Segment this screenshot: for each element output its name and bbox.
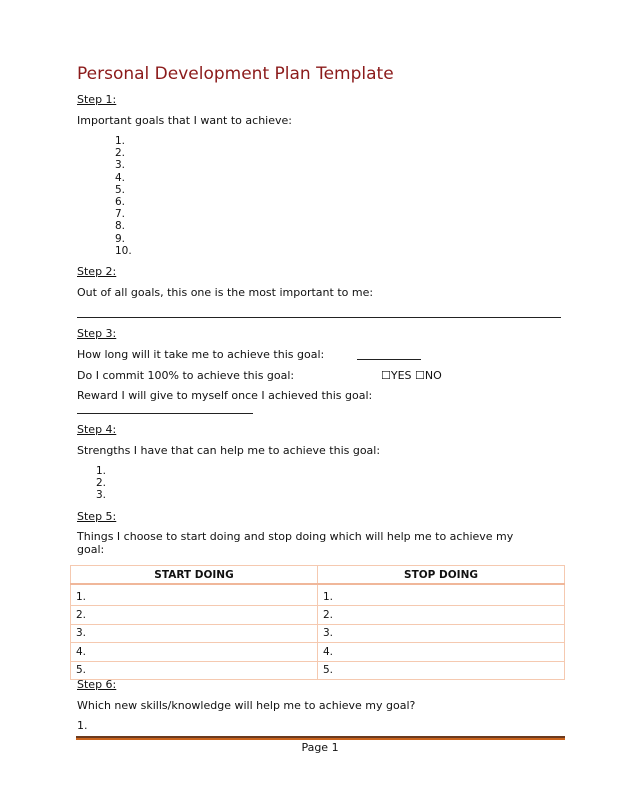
table-cell[interactable]: 2.	[71, 606, 318, 624]
table-row	[71, 661, 565, 679]
step3-question-commit: Do I commit 100% to achieve this goal:	[77, 369, 295, 382]
footer-rule	[76, 736, 565, 740]
table-cell[interactable]: 5.	[71, 661, 318, 679]
step6-prompt: Which new skills/knowledge will help me to achieve my goal?	[77, 699, 416, 712]
yes-checkbox[interactable]: ☐YES	[381, 369, 412, 382]
list-item: 7.	[115, 208, 126, 221]
step3-label: Step 3:	[77, 327, 117, 340]
step5-label: Step 5:	[77, 510, 117, 523]
step1-prompt: Important goals that I want to achieve:	[77, 114, 292, 127]
table-cell[interactable]: 4.	[318, 643, 565, 661]
step1-list	[115, 135, 132, 257]
step2-prompt: Out of all goals, this one is the most important to me:	[77, 286, 374, 299]
commit-options	[381, 369, 442, 382]
list-item: 8.	[115, 220, 126, 233]
page-number: Page 1	[301, 741, 339, 754]
table-cell[interactable]: 2.	[318, 606, 565, 624]
step4-label: Step 4:	[77, 423, 117, 436]
step6-label: Step 6:	[77, 678, 117, 691]
table-row	[71, 643, 565, 661]
start-stop-table	[70, 565, 565, 680]
list-item: 4.	[115, 171, 126, 184]
step5-prompt-line1: Things I choose to start doing and stop doing which will help me to achieve my	[77, 530, 514, 543]
list-item: 3.	[115, 159, 126, 172]
list-item: 2.	[96, 477, 107, 490]
reward-blank[interactable]	[77, 413, 253, 414]
list-item: 1.	[96, 465, 107, 477]
page-title: Personal Development Plan Template	[77, 64, 394, 84]
step3-question-duration: How long will it take me to achieve this goal:	[77, 348, 325, 361]
table-row	[71, 584, 565, 606]
list-item: 5.	[115, 183, 126, 196]
no-checkbox[interactable]: ☐NO	[415, 369, 442, 382]
table-cell[interactable]: 4.	[71, 643, 318, 661]
step4-prompt: Strengths I have that can help me to achieve this goal:	[77, 444, 381, 457]
column-header-stop: STOP DOING	[318, 566, 565, 585]
list-item: 9.	[115, 232, 126, 245]
table-cell[interactable]: 3.	[318, 624, 565, 642]
table-cell[interactable]: 5.	[318, 661, 565, 679]
list-item: 10.	[115, 244, 132, 257]
table-row	[71, 624, 565, 642]
table-cell[interactable]: 3.	[71, 624, 318, 642]
column-header-start: START DOING	[71, 566, 318, 585]
step2-label: Step 2:	[77, 265, 117, 278]
answer-line[interactable]	[77, 317, 561, 318]
list-item: 6.	[115, 196, 126, 209]
table-cell[interactable]: 1.	[71, 584, 318, 606]
table-row	[71, 606, 565, 624]
duration-blank[interactable]	[357, 359, 421, 360]
step4-list	[96, 465, 106, 502]
step6-first-item: 1.	[77, 719, 88, 732]
table-cell[interactable]: 1.	[318, 584, 565, 606]
list-item: 3.	[96, 489, 107, 502]
step3-question-reward: Reward I will give to myself once I achieved this goal:	[77, 389, 373, 402]
table-header-row	[71, 566, 565, 585]
list-item: 1.	[115, 135, 126, 147]
step5-prompt-line2: goal:	[77, 543, 105, 556]
step1-label: Step 1:	[77, 93, 117, 106]
list-item: 2.	[115, 147, 126, 160]
